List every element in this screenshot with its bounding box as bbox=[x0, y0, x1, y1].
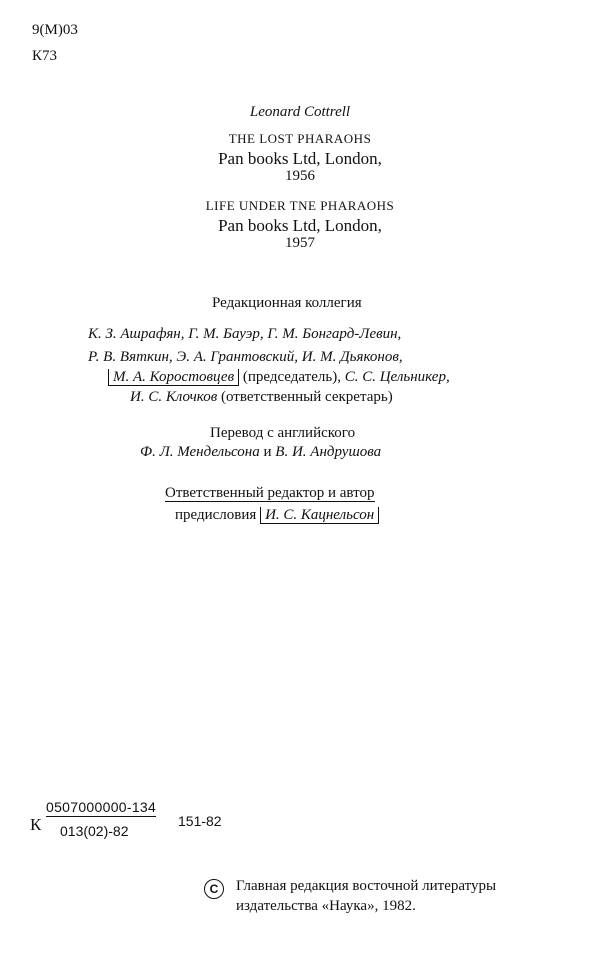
translator-1: Ф. Л. Мендельсона bbox=[140, 444, 260, 460]
code-letter: К bbox=[30, 815, 42, 834]
classification-index: 9(M)03 bbox=[32, 22, 78, 38]
board-line-2: Р. В. Вяткин, Э. А. Грантовский, И. М. Дьяконов, bbox=[88, 349, 403, 365]
code-numerator bbox=[46, 799, 156, 817]
copyright-line-2: издательства «Наука», 1982. bbox=[236, 898, 416, 914]
translator-2: В. И. Андрушова bbox=[275, 444, 382, 460]
editor-line-2-text: предисловия bbox=[175, 507, 257, 523]
code-numerator-text: 0507000000-134 bbox=[46, 799, 157, 815]
board-line-3-rest: С. С. Цельникер, bbox=[344, 369, 450, 385]
translators-and: и bbox=[263, 444, 272, 460]
book2-title: LIFE UNDER TNE PHARAOHS bbox=[205, 198, 395, 213]
board-line-1: К. З. Ашрафян, Г. М. Бауэр, Г. М. Бонгард-Левин, bbox=[88, 326, 402, 342]
copyright-line-1: Главная редакция восточной литературы bbox=[236, 878, 497, 894]
code-suffix: 151-82 bbox=[178, 813, 222, 829]
editor-line-2 bbox=[175, 507, 379, 524]
board-line-4 bbox=[130, 389, 393, 406]
author-mark: К73 bbox=[32, 48, 58, 64]
editor-line-1 bbox=[165, 485, 375, 502]
editor-name: И. С. Кацнельсон bbox=[260, 507, 379, 524]
chairman-name: М. А. Коростовцев bbox=[108, 369, 239, 386]
book1-publisher: Pan books Ltd, London, bbox=[218, 149, 382, 168]
editor-line-1-text: Ответственный редактор и автор bbox=[165, 485, 375, 501]
book1-year: 1956 bbox=[285, 168, 315, 184]
secretary-name: И. С. Клочков bbox=[130, 389, 218, 405]
book1-title: THE LOST PHARAOHS bbox=[228, 131, 372, 146]
translation-heading: Перевод с английского bbox=[210, 425, 356, 441]
translators-line bbox=[140, 444, 381, 461]
original-author: Leonard Cottrell bbox=[249, 104, 351, 120]
board-heading: Редакционная коллегия bbox=[212, 295, 362, 311]
board-line-3 bbox=[108, 369, 450, 386]
book2-publisher: Pan books Ltd, London, bbox=[218, 216, 382, 235]
secretary-role: (ответственный секретарь) bbox=[221, 389, 393, 405]
copyright-icon: C bbox=[204, 879, 224, 899]
book2-year: 1957 bbox=[285, 235, 315, 251]
code-denominator: 013(02)-82 bbox=[60, 823, 129, 839]
chairman-role: (председатель), bbox=[242, 369, 341, 385]
